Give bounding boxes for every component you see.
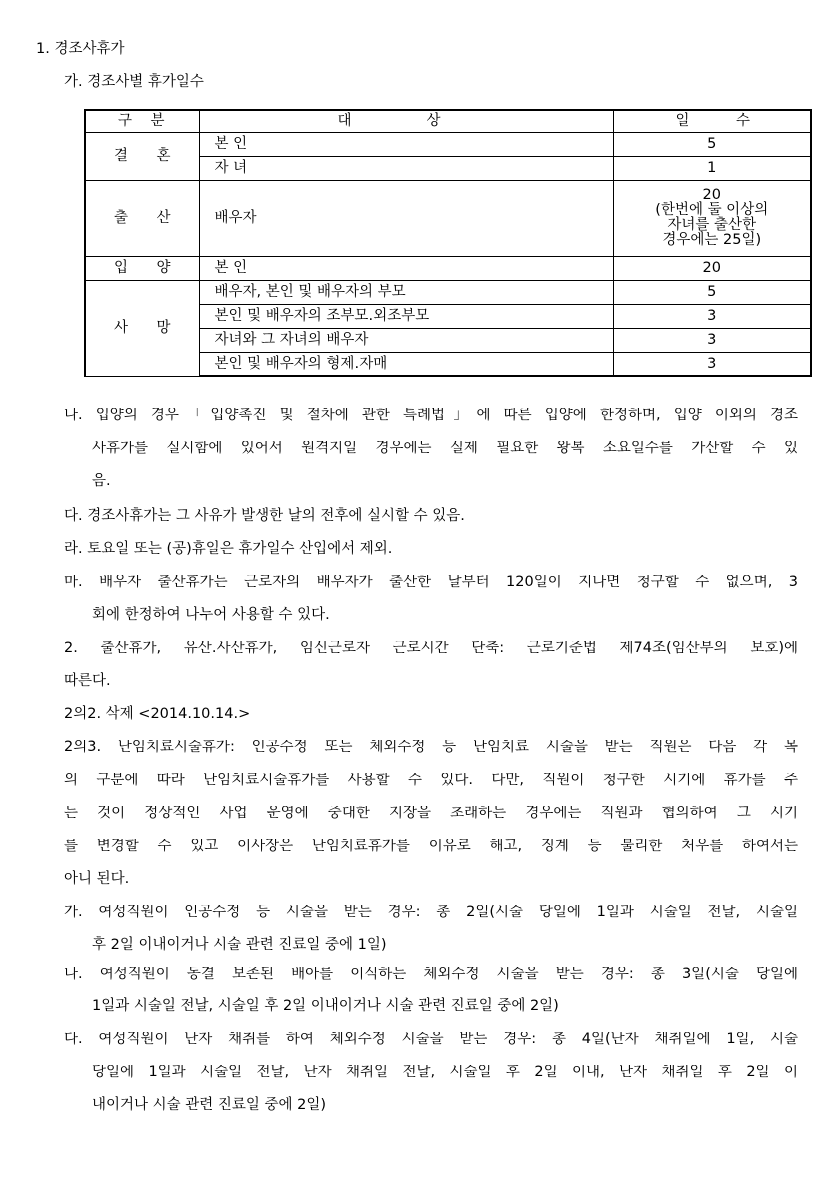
target-cell: 자 녀 — [199, 156, 613, 180]
category-cell-childbirth: 출 산 — [85, 180, 199, 256]
table-header-row — [85, 110, 811, 132]
category-cell-marriage: 결 혼 — [85, 132, 199, 180]
table-row — [85, 180, 811, 256]
table-row — [85, 280, 811, 304]
category-cell-death: 사 망 — [85, 280, 199, 376]
section-1-subheading: 가. 경조사별 휴가일수 — [64, 74, 204, 90]
target-cell: 본인 및 배우자의 형제․자매 — [199, 352, 613, 376]
table-row — [85, 132, 811, 156]
paragraph-ra: 라. 토요일 또는 (공)휴일은 휴가일수 산입에서 제외. — [64, 541, 393, 557]
target-cell: 본 인 — [199, 132, 613, 156]
target-cell: 자녀와 그 자녀의 배우자 — [199, 328, 613, 352]
header-days: 일 수 — [613, 110, 811, 132]
target-cell: 본인 및 배우자의 조부모․외조부모 — [199, 304, 613, 328]
days-cell: 20 (한번에 둘 이상의 자녀를 출산한 경우에는 25일) — [613, 180, 811, 256]
days-cell: 3 — [613, 352, 811, 376]
target-cell: 배우자 — [199, 180, 613, 256]
days-cell: 5 — [613, 132, 811, 156]
section-1-heading: 1. 경조사휴가 — [36, 41, 125, 57]
days-cell: 3 — [613, 304, 811, 328]
header-target: 대 상 — [199, 110, 613, 132]
days-cell: 3 — [613, 328, 811, 352]
days-cell: 5 — [613, 280, 811, 304]
leave-days-table — [84, 109, 812, 377]
target-cell: 본 인 — [199, 256, 613, 280]
header-category: 구 분 — [85, 110, 199, 132]
section-2-2-deleted: 2의2. 삭제 <2014.10.14.> — [64, 706, 251, 722]
days-cell: 20 — [613, 256, 811, 280]
paragraph-da: 다. 경조사휴가는 그 사유가 발생한 날의 전후에 실시할 수 있음. — [64, 508, 465, 524]
category-cell-adoption: 입 양 — [85, 256, 199, 280]
table-row — [85, 256, 811, 280]
target-cell: 배우자, 본인 및 배우자의 부모 — [199, 280, 613, 304]
days-cell: 1 — [613, 156, 811, 180]
